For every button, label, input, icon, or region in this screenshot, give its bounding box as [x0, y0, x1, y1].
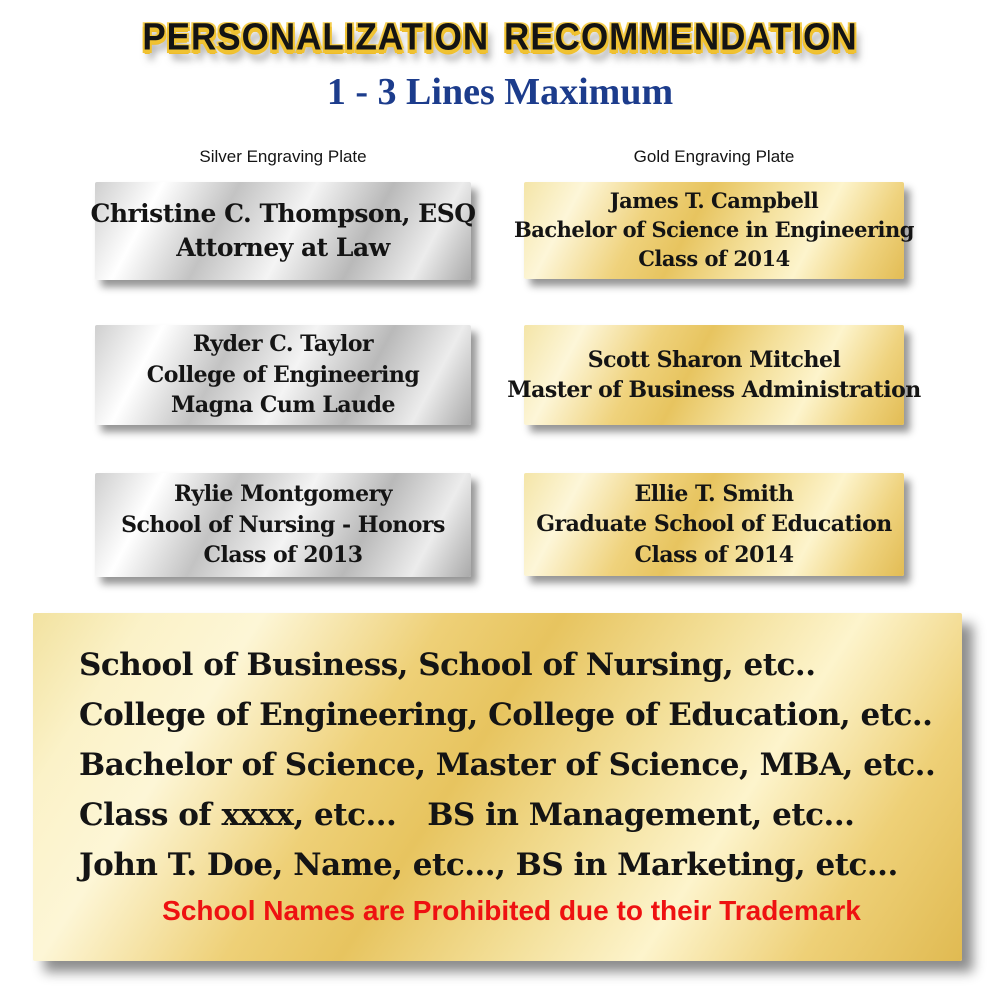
engraving-line: James T. Campbell: [609, 188, 819, 214]
engraving-line: Rylie Montgomery: [174, 481, 392, 508]
lines-maximum-subtitle: 1 - 3 Lines Maximum: [326, 71, 674, 113]
silver-plate-3: [95, 473, 471, 577]
engraving-line: Bachelor of Science in Engineering: [514, 217, 914, 243]
page-title: personalization recommendation: [142, 1, 858, 62]
engraving-line: Class of 2014: [638, 245, 790, 271]
engraving-line: Master of Business Administration: [507, 377, 921, 403]
engraving-line: Attorney at Law: [176, 233, 390, 262]
engraving-line: Class of 2014: [634, 541, 794, 568]
gold-plate-2: [507, 325, 921, 425]
example-line: Class of xxxx, etc... BS in Management, etc...: [79, 797, 855, 833]
example-line: John T. Doe, Name, etc..., BS in Marketing, etc...: [79, 847, 898, 883]
engraving-line: Ryder C. Taylor: [192, 331, 374, 358]
engraving-line: Magna Cum Laude: [171, 392, 395, 419]
silver-column-label: Silver Engraving Plate: [199, 147, 367, 166]
example-line: College of Engineering, College of Education, etc..: [79, 697, 933, 733]
silver-plate-2: [95, 325, 471, 425]
engraving-line: Class of 2013: [203, 542, 363, 569]
engraving-line: College of Engineering: [146, 361, 420, 388]
trademark-warning-text: School Names are Prohibited due to their Trademark: [162, 895, 861, 926]
example-gold-plate: [33, 613, 962, 961]
silver-plate-1: [90, 182, 476, 280]
engraving-line: Ellie T. Smith: [634, 480, 794, 507]
engraving-line: School of Nursing - Honors: [121, 511, 445, 538]
engraving-line: Scott Sharon Mitchel: [587, 346, 841, 373]
engraving-line: Graduate School of Education: [536, 511, 892, 538]
gold-plate-3: [524, 473, 904, 576]
engraving-line: Christine C. Thompson, ESQ: [90, 198, 476, 228]
gold-column-label: Gold Engraving Plate: [633, 147, 795, 166]
gold-plate-1: [514, 182, 914, 279]
example-line: Bachelor of Science, Master of Science, MBA, etc..: [79, 747, 936, 783]
example-line: School of Business, School of Nursing, etc..: [79, 647, 816, 683]
